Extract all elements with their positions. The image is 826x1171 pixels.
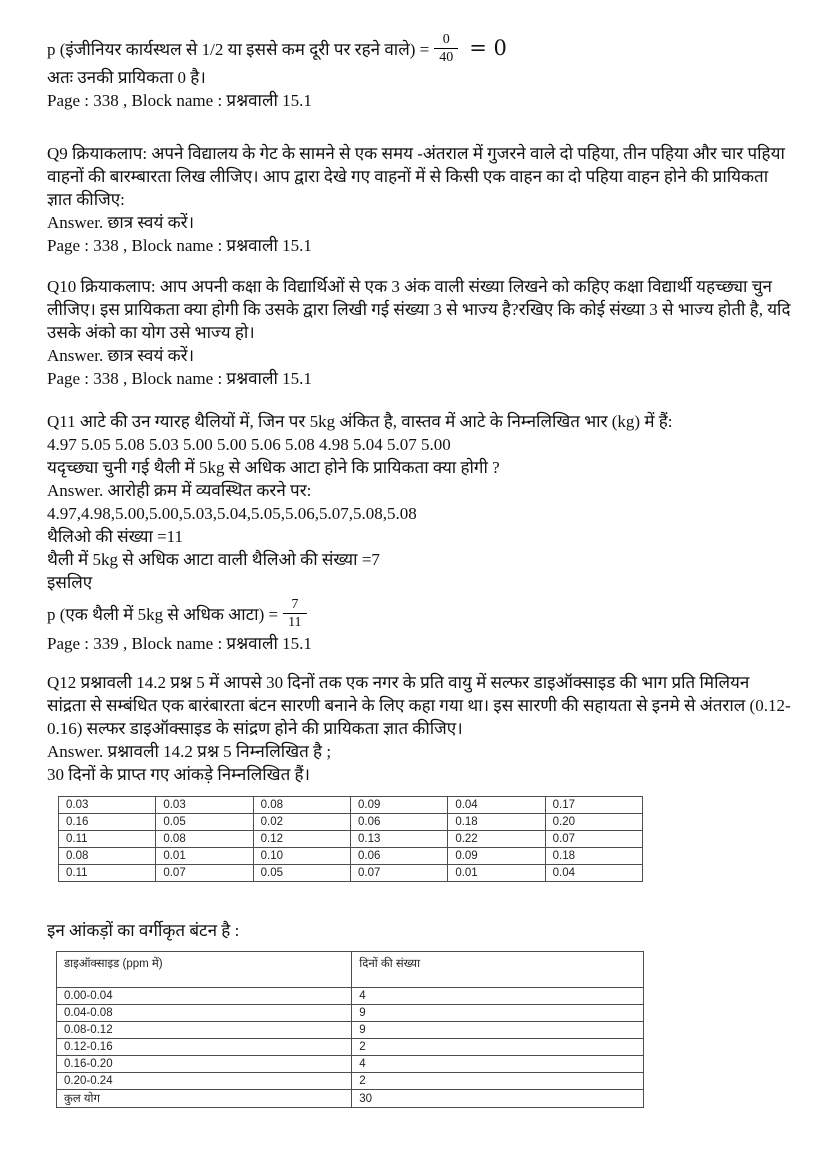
question-q12-text: Q12 प्रश्नावली 14.2 प्रश्न 5 में आपसे 30 दिनों तक एक नगर के प्रति वायु में सल्फर डाइऑक्साइड की भाग प्रति मिलियन सांद्रता से सम्बंधित एक बारंबारता बंटन सारणी बनाने के लिए कहा गया था। इस सारणी की सहायता से इनमे से अंतराल (0.12-0.16) सल्फर डाइऑक्साइड के सांद्रण होने की प्रायिकता ज्ञात कीजिए।	[47, 673, 791, 738]
table-cell: 0.11	[59, 865, 156, 882]
fraction-denominator: 40	[439, 49, 454, 65]
table-cell: 0.09	[448, 848, 545, 865]
table-cell: 2	[352, 1073, 644, 1090]
question-q11-block	[47, 410, 792, 655]
q11-bag-count-above5: थैली में 5kg से अधिक आटा वाली थैलिओ की संख्या =7	[47, 550, 380, 569]
table-row	[57, 1022, 644, 1039]
answer-q11-intro: Answer. आरोही क्रम में व्यवस्थित करने पर:	[47, 481, 312, 500]
table-cell: 0.05	[253, 865, 350, 882]
table-cell: 0.13	[350, 831, 447, 848]
table-cell: 0.06	[350, 848, 447, 865]
answer-q9-text: Answer. छात्र स्वयं करें।	[47, 213, 195, 232]
table-cell: 9	[352, 1022, 644, 1039]
question-q9-block	[47, 142, 792, 257]
page-reference: Page : 338 , Block name : प्रश्नवाली 15.1	[47, 91, 312, 110]
answer-q12-intro: Answer. प्रश्नावली 14.2 प्रश्न 5 निम्नलिखित है ;	[47, 742, 332, 761]
classified-table-header	[57, 952, 644, 988]
table-cell: 0.12	[253, 831, 350, 848]
page-reference: Page : 338 , Block name : प्रश्नवाली 15.1	[47, 236, 312, 255]
table-cell: 0.06	[350, 814, 447, 831]
table-cell: 0.03	[59, 797, 156, 814]
q11-therefore: इसलिए	[47, 573, 93, 592]
table-row	[59, 848, 643, 865]
table-row	[57, 988, 644, 1005]
table-cell: 0.08-0.12	[57, 1022, 352, 1039]
intro-block	[47, 30, 792, 112]
question-q11-part2: यदृच्छ्या चुनी गई थैली में 5kg से अधिक आटा होने कि प्रायिकता क्या होगी ?	[47, 458, 500, 477]
table-row	[59, 831, 643, 848]
question-q11-text: Q11 आटे की उन ग्यारह थैलियों में, जिन पर 5kg अंकित है, वास्तव में आटे के निम्नलिखित भार (kg) में हैं:	[47, 412, 673, 431]
fraction-numerator: 0	[434, 32, 458, 49]
fraction-numerator: 7	[283, 597, 306, 614]
table-cell: 0.03	[156, 797, 253, 814]
classified-frequency-table	[56, 951, 644, 1108]
table-row	[57, 1005, 644, 1022]
column-header-dioxide: डाइऑक्साइड (ppm में)	[57, 952, 352, 988]
table-cell: 0.20	[545, 814, 642, 831]
table-row	[59, 814, 643, 831]
table-cell: 9	[352, 1005, 644, 1022]
table-header-row	[57, 952, 644, 988]
table-cell: 0.20-0.24	[57, 1073, 352, 1090]
formula-prefix: p (इंजीनियर कार्यस्थल से 1/2 या इससे कम दूरी पर रहने वाले) =	[47, 39, 430, 59]
q11-sorted-weights: 4.97,4.98,5.00,5.00,5.03,5.04,5.05,5.06,5.07,5.08,5.08	[47, 504, 417, 523]
table-row	[59, 865, 643, 882]
table-cell: 0.08	[156, 831, 253, 848]
table-cell: 0.09	[350, 797, 447, 814]
table-cell: 30	[352, 1090, 644, 1108]
table-row	[57, 1090, 644, 1108]
raw-data-table	[58, 796, 643, 882]
classified-table-body	[57, 988, 644, 1108]
table-cell: 0.01	[156, 848, 253, 865]
table-cell: 0.07	[156, 865, 253, 882]
table-cell: 0.00-0.04	[57, 988, 352, 1005]
table-cell: 4	[352, 1056, 644, 1073]
question-q9-text: Q9 क्रियाकलाप: अपने विद्यालय के गेट के सामने से एक समय -अंतराल में गुजरने वाले दो पहिया, तीन पहिया और चार पहिया वाहनों की बारम्बारता लिख लीजिए। आप द्वारा देखे गए वाहनों में से किसी एक वाहन का दो पहिया वाहन होने की प्रायिकता ज्ञात कीजिए:	[47, 144, 785, 209]
q11-weights: 4.97 5.05 5.08 5.03 5.00 5.00 5.06 5.08 4.98 5.04 5.07 5.00	[47, 435, 451, 454]
column-header-days: दिनों की संख्या	[352, 952, 644, 988]
table-row	[57, 1056, 644, 1073]
table-cell: 0.22	[448, 831, 545, 848]
table-cell: 0.04-0.08	[57, 1005, 352, 1022]
q12-data-intro: 30 दिनों के प्राप्त गए आंकड़े निम्नलिखित हैं।	[47, 765, 310, 784]
table-cell: 0.18	[545, 848, 642, 865]
table-cell: 0.18	[448, 814, 545, 831]
table-row	[57, 1039, 644, 1056]
table-cell: 0.02	[253, 814, 350, 831]
table-cell: कुल योग	[57, 1090, 352, 1108]
table-cell: 0.12-0.16	[57, 1039, 352, 1056]
fraction	[434, 32, 458, 65]
table-cell: 0.08	[59, 848, 156, 865]
table-cell: 0.05	[156, 814, 253, 831]
table-row	[59, 797, 643, 814]
classified-distribution-heading: इन आंकड़ों का वर्गीकृत बंटन है :	[47, 921, 240, 940]
table-cell: 0.16	[59, 814, 156, 831]
page-reference: Page : 338 , Block name : प्रश्नवाली 15.1	[47, 369, 312, 388]
page-reference: Page : 339 , Block name : प्रश्नवाली 15.1	[47, 634, 312, 653]
table-cell: 0.10	[253, 848, 350, 865]
formula-result: = 0	[469, 36, 507, 60]
table-cell: 2	[352, 1039, 644, 1056]
table-cell: 0.17	[545, 797, 642, 814]
table-cell: 0.04	[545, 865, 642, 882]
table-row	[57, 1073, 644, 1090]
raw-data-table-body	[59, 797, 643, 882]
question-q12-block	[47, 671, 792, 786]
probability-formula	[47, 30, 792, 66]
formula-prefix: p (एक थैली में 5kg से अधिक आटा) =	[47, 604, 279, 624]
probability-formula	[47, 594, 792, 632]
conclusion-text: अतः उनकी प्रायिकता 0 है।	[47, 68, 206, 87]
table-cell: 0.11	[59, 831, 156, 848]
question-q10-block	[47, 275, 792, 390]
table-cell: 4	[352, 988, 644, 1005]
table-cell: 0.16-0.20	[57, 1056, 352, 1073]
table-cell: 0.07	[545, 831, 642, 848]
q11-bag-count: थैलिओ की संख्या =11	[47, 527, 184, 546]
fraction-denominator: 11	[288, 614, 302, 630]
fraction	[283, 597, 306, 630]
table-cell: 0.07	[350, 865, 447, 882]
table-cell: 0.01	[448, 865, 545, 882]
table-cell: 0.08	[253, 797, 350, 814]
question-q10-text: Q10 क्रियाकलाप: आप अपनी कक्षा के विद्यार्थिओं से एक 3 अंक वाली संख्या लिखने को कहिए कक्षा विद्यार्थी यहच्छ्या चुन लीजिए। इस प्रायिकता क्या होगी कि उसके द्वारा लिखी गई संख्या 3 से भाज्य है?रखिए कि कोई संख्या 3 से भाज्य होती है, यदि उसके अंको का योग उसे भाज्य हो।	[47, 277, 791, 342]
answer-q10-text: Answer. छात्र स्वयं करें।	[47, 346, 195, 365]
table-cell: 0.04	[448, 797, 545, 814]
